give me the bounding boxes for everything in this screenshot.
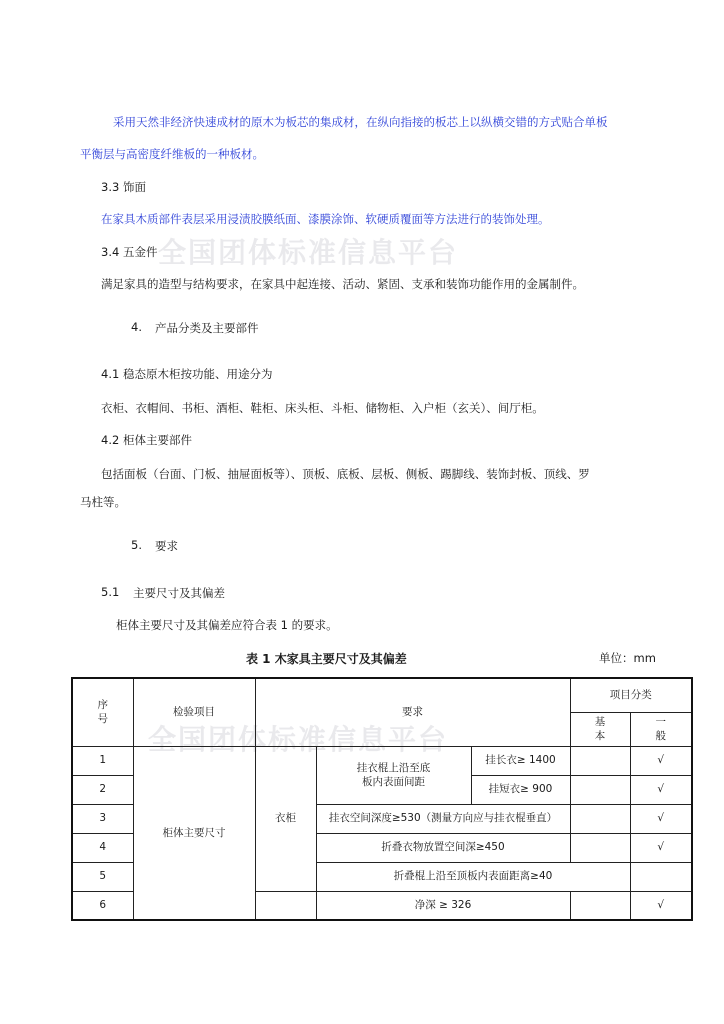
sub-label: 衣柜 (255, 746, 316, 891)
paragraph-4-2-line-1: 包括面板（台面、门板、抽屉面板等）、顶板、底板、层板、侧板、踢脚线、装饰封板、顶线、罗 (101, 467, 590, 481)
table-row-5-general (630, 862, 692, 891)
table-row-1-general: √ (630, 746, 692, 775)
header-category: 项目分类 (570, 678, 692, 712)
paragraph-3-2-line-2: 平衡层与高密度纤维板的一种板材。 (80, 147, 264, 161)
table-row-3-req: 挂衣空间深度≥530（测量方向应与挂衣棍垂直） (316, 804, 570, 833)
heading-5-number: 5. (131, 538, 142, 552)
table-unit: 单位：mm (599, 651, 656, 665)
group-label: 柜体主要尺寸 (133, 746, 255, 920)
heading-4-1: 4.1 稳态原木柜按功能、用途分为 (101, 367, 273, 381)
heading-5-1-title: 主要尺寸及其偏差 (133, 586, 225, 600)
table-row-4-basic (570, 833, 630, 862)
header-requirement: 要求 (255, 678, 570, 746)
hang-label: 挂衣棍上沿至底 板内表面间距 (316, 746, 471, 804)
header-basic: 基 本 (570, 712, 630, 746)
heading-5-1-number: 5.1 (101, 585, 120, 599)
table-row-4-req: 折叠衣物放置空间深≥450 (316, 833, 570, 862)
header-general: 一 般 (630, 712, 692, 746)
paragraph-5-1: 柜体主要尺寸及其偏差应符合表 1 的要求。 (116, 618, 338, 632)
table-row-1-basic (570, 746, 630, 775)
table-caption: 表 1 木家具主要尺寸及其偏差 (246, 652, 407, 666)
table-row-6-sub-empty (255, 891, 316, 920)
table-row-1-req: 挂长衣≥ 1400 (471, 746, 570, 775)
table-row-2-basic (570, 775, 630, 804)
header-item: 检验项目 (133, 678, 255, 746)
heading-5-title: 要求 (155, 539, 178, 553)
table-row-4-no: 4 (72, 833, 133, 862)
watermark-table: 全国团体标准信息平台 (148, 723, 449, 756)
table-row-5-no: 5 (72, 862, 133, 891)
watermark-top: 全国团体标准信息平台 (158, 236, 459, 269)
paragraph-3-3: 在家具木质部件表层采用浸渍胶膜纸面、漆膜涂饰、软硬质覆面等方法进行的装饰处理。 (101, 212, 550, 226)
spec-table (71, 677, 693, 921)
table-row-3-no: 3 (72, 804, 133, 833)
header-seq: 序 号 (72, 678, 133, 746)
heading-3-3: 3.3 饰面 (101, 180, 146, 194)
table-row-6-basic (570, 891, 630, 920)
heading-3-4: 3.4 五金件 (101, 245, 158, 259)
table-row-6-general: √ (630, 891, 692, 920)
heading-4-2: 4.2 柜体主要部件 (101, 433, 192, 447)
table-row-2-no: 2 (72, 775, 133, 804)
table-row-6-req: 净深 ≥ 326 (316, 891, 570, 920)
heading-4-number: 4. (131, 320, 142, 334)
paragraph-3-4: 满足家具的造型与结构要求，在家具中起连接、活动、紧固、支承和装饰功能作用的金属制件。 (101, 277, 584, 291)
paragraph-3-2-line-1: 采用天然非经济快速成材的原木为板芯的集成材，在纵向指接的板芯上以纵横交错的方式贴合单板 (113, 115, 608, 129)
table-row-2-req: 挂短衣≥ 900 (471, 775, 570, 804)
heading-4-title: 产品分类及主要部件 (155, 321, 259, 335)
table-row-4-general: √ (630, 833, 692, 862)
paragraph-4-2-line-2: 马柱等。 (80, 495, 126, 509)
table-row-6-no: 6 (72, 891, 133, 920)
table-row-1-no: 1 (72, 746, 133, 775)
table-row-2-general: √ (630, 775, 692, 804)
table-row-3-basic (570, 804, 630, 833)
table-row-3-general: √ (630, 804, 692, 833)
table-row-5-req: 折叠棍上沿至顶板内表面距离≥40 (316, 862, 630, 891)
paragraph-4-1: 衣柜、衣帽间、书柜、酒柜、鞋柜、床头柜、斗柜、储物柜、入户柜（玄关）、间厅柜。 (101, 401, 544, 415)
